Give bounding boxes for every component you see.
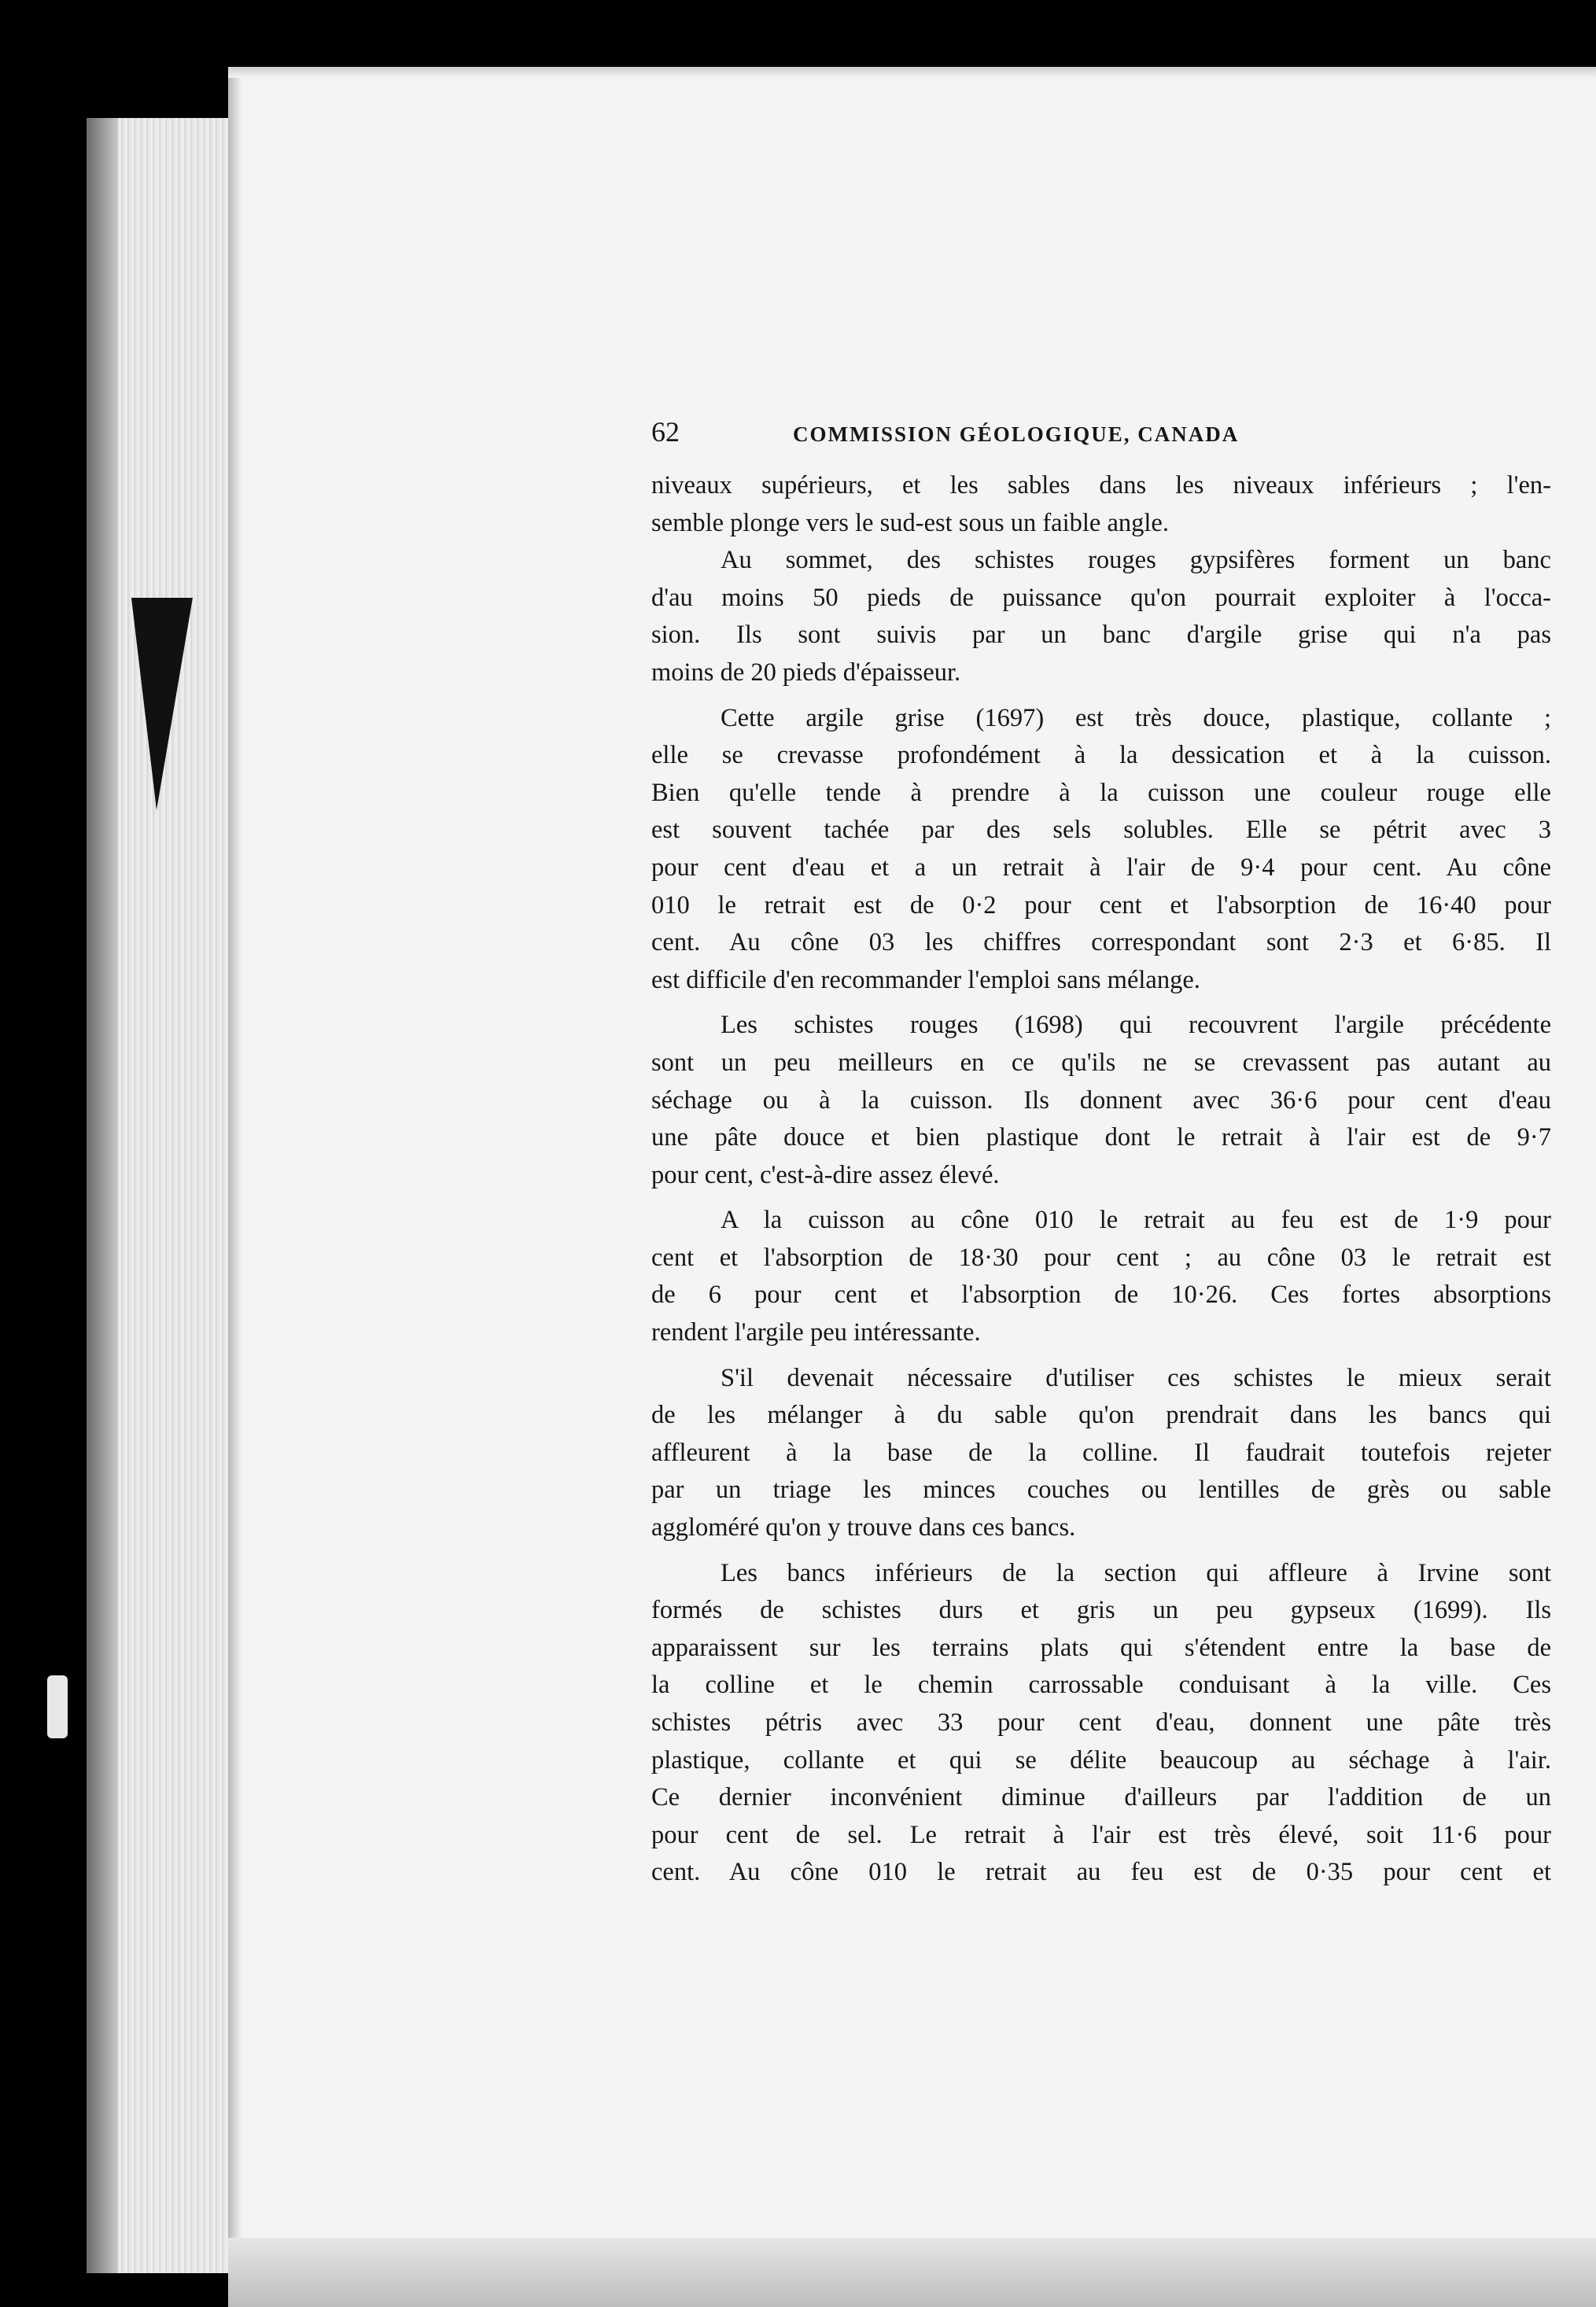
text-line: Bien qu'elle tende à prendre à la cuisson une couleur rouge elle: [651, 778, 1551, 807]
margin-spot: [47, 1675, 68, 1738]
text-line: par un triage les minces couches ou lentilles de grès ou sable: [651, 1476, 1551, 1505]
page-top-shadow: [228, 67, 1596, 78]
page-number: 62: [651, 416, 680, 448]
paragraph: [651, 467, 1551, 542]
text-line: séchage ou à la cuisson. Ils donnent avec 36·6 pour cent d'eau: [651, 1085, 1551, 1115]
paragraph-gap: [651, 999, 1551, 1007]
paragraph: [651, 542, 1551, 691]
text-line: S'il devenait nécessaire d'utiliser ces schistes le mieux serait: [721, 1363, 1551, 1392]
text-line: rendent l'argile peu intéressante.: [651, 1318, 981, 1347]
page-gutter-shadow: [228, 67, 242, 2307]
text-line: cent. Au cône 03 les chiffres correspondant sont 2·3 et 6·85. Il: [651, 928, 1551, 957]
text-line: Cette argile grise (1697) est très douce, plastique, collante ;: [721, 703, 1551, 732]
text-line: pour cent, c'est-à-dire assez élevé.: [651, 1160, 1000, 1189]
text-line: sion. Ils sont suivis par un banc d'argile grise qui n'a pas: [651, 621, 1551, 650]
paragraph-gap: [651, 1547, 1551, 1555]
text-line: de 6 pour cent et l'absorption de 10·26. Ces fortes absorptions: [651, 1281, 1551, 1310]
paragraph: [651, 1202, 1551, 1351]
text-line: cent. Au cône 010 le retrait au feu est de 0·35 pour cent et: [651, 1858, 1551, 1887]
text-line: d'au moins 50 pieds de puissance qu'on pourrait exploiter à l'occa-: [651, 583, 1551, 612]
text-line: niveaux supérieurs, et les sables dans les niveaux inférieurs ; l'en-: [651, 471, 1551, 499]
text-line: elle se crevasse profondément à la dessication et à la cuisson.: [651, 741, 1551, 770]
text-line: pour cent d'eau et a un retrait à l'air de 9·4 pour cent. Au cône: [651, 853, 1551, 882]
text-line: pour cent de sel. Le retrait à l'air est très élevé, soit 11·6 pour: [651, 1820, 1551, 1849]
page-stack-shadow: [87, 118, 118, 2273]
paragraph: [651, 1360, 1551, 1547]
text-line: la colline et le chemin carrossable conduisant à la ville. Ces: [651, 1671, 1551, 1700]
text-line: est souvent tachée par des sels solubles. Elle se pétrit avec 3: [651, 816, 1551, 845]
paragraph: [651, 1555, 1551, 1892]
text-line: aggloméré qu'on y trouve dans ces bancs.: [651, 1513, 1076, 1542]
text-line: 010 le retrait est de 0·2 pour cent et l'absorption de 16·40 pour: [651, 890, 1551, 919]
page-header: [651, 415, 1551, 463]
paragraph: [651, 1007, 1551, 1194]
paragraph-gap: [651, 1194, 1551, 1202]
text-line: schistes pétris avec 33 pour cent d'eau, donnent une pâte très: [651, 1708, 1551, 1737]
running-head: COMMISSION GÉOLOGIQUE, CANADA: [793, 422, 1240, 446]
text-line: Les schistes rouges (1698) qui recouvrent l'argile précédente: [721, 1011, 1551, 1040]
text-line: moins de 20 pieds d'épaisseur.: [651, 658, 961, 687]
text-line: Les bancs inférieurs de la section qui affleure à Irvine sont: [721, 1558, 1551, 1587]
text-line: cent et l'absorption de 18·30 pour cent ; au cône 03 le retrait est: [651, 1243, 1551, 1272]
text-line: Au sommet, des schistes rouges gypsifères forment un banc: [721, 546, 1551, 575]
text-line: est difficile d'en recommander l'emploi sans mélange.: [651, 965, 1200, 994]
text-line: Ce dernier inconvénient diminue d'ailleurs par l'addition de un: [651, 1783, 1551, 1812]
text-line: formés de schistes durs et gris un peu gypseux (1699). Ils: [651, 1596, 1551, 1625]
text-line: plastique, collante et qui se délite beaucoup au séchage à l'air.: [651, 1745, 1551, 1774]
text-line: apparaissent sur les terrains plats qui s'étendent entre la base de: [651, 1633, 1551, 1662]
text-line: affleurent à la base de la colline. Il faudrait toutefois rejeter: [651, 1438, 1551, 1467]
text-line: semble plonge vers le sud-est sous un faible angle.: [651, 508, 1169, 537]
paragraph-gap: [651, 692, 1551, 700]
paragraph-gap: [651, 1352, 1551, 1360]
text-line: sont un peu meilleurs en ce qu'ils ne se crevassent pas autant au: [651, 1048, 1551, 1077]
page-content: [651, 415, 1551, 1892]
text-line: de les mélanger à du sable qu'on prendrait dans les bancs qui: [651, 1401, 1551, 1430]
page-bottom-shadow: [228, 2238, 1596, 2307]
text-line: une pâte douce et bien plastique dont le retrait à l'air est de 9·7: [651, 1123, 1551, 1152]
text-line: A la cuisson au cône 010 le retrait au feu est de 1·9 pour: [721, 1206, 1551, 1235]
paragraph: [651, 700, 1551, 1000]
body-text: [651, 467, 1551, 1892]
